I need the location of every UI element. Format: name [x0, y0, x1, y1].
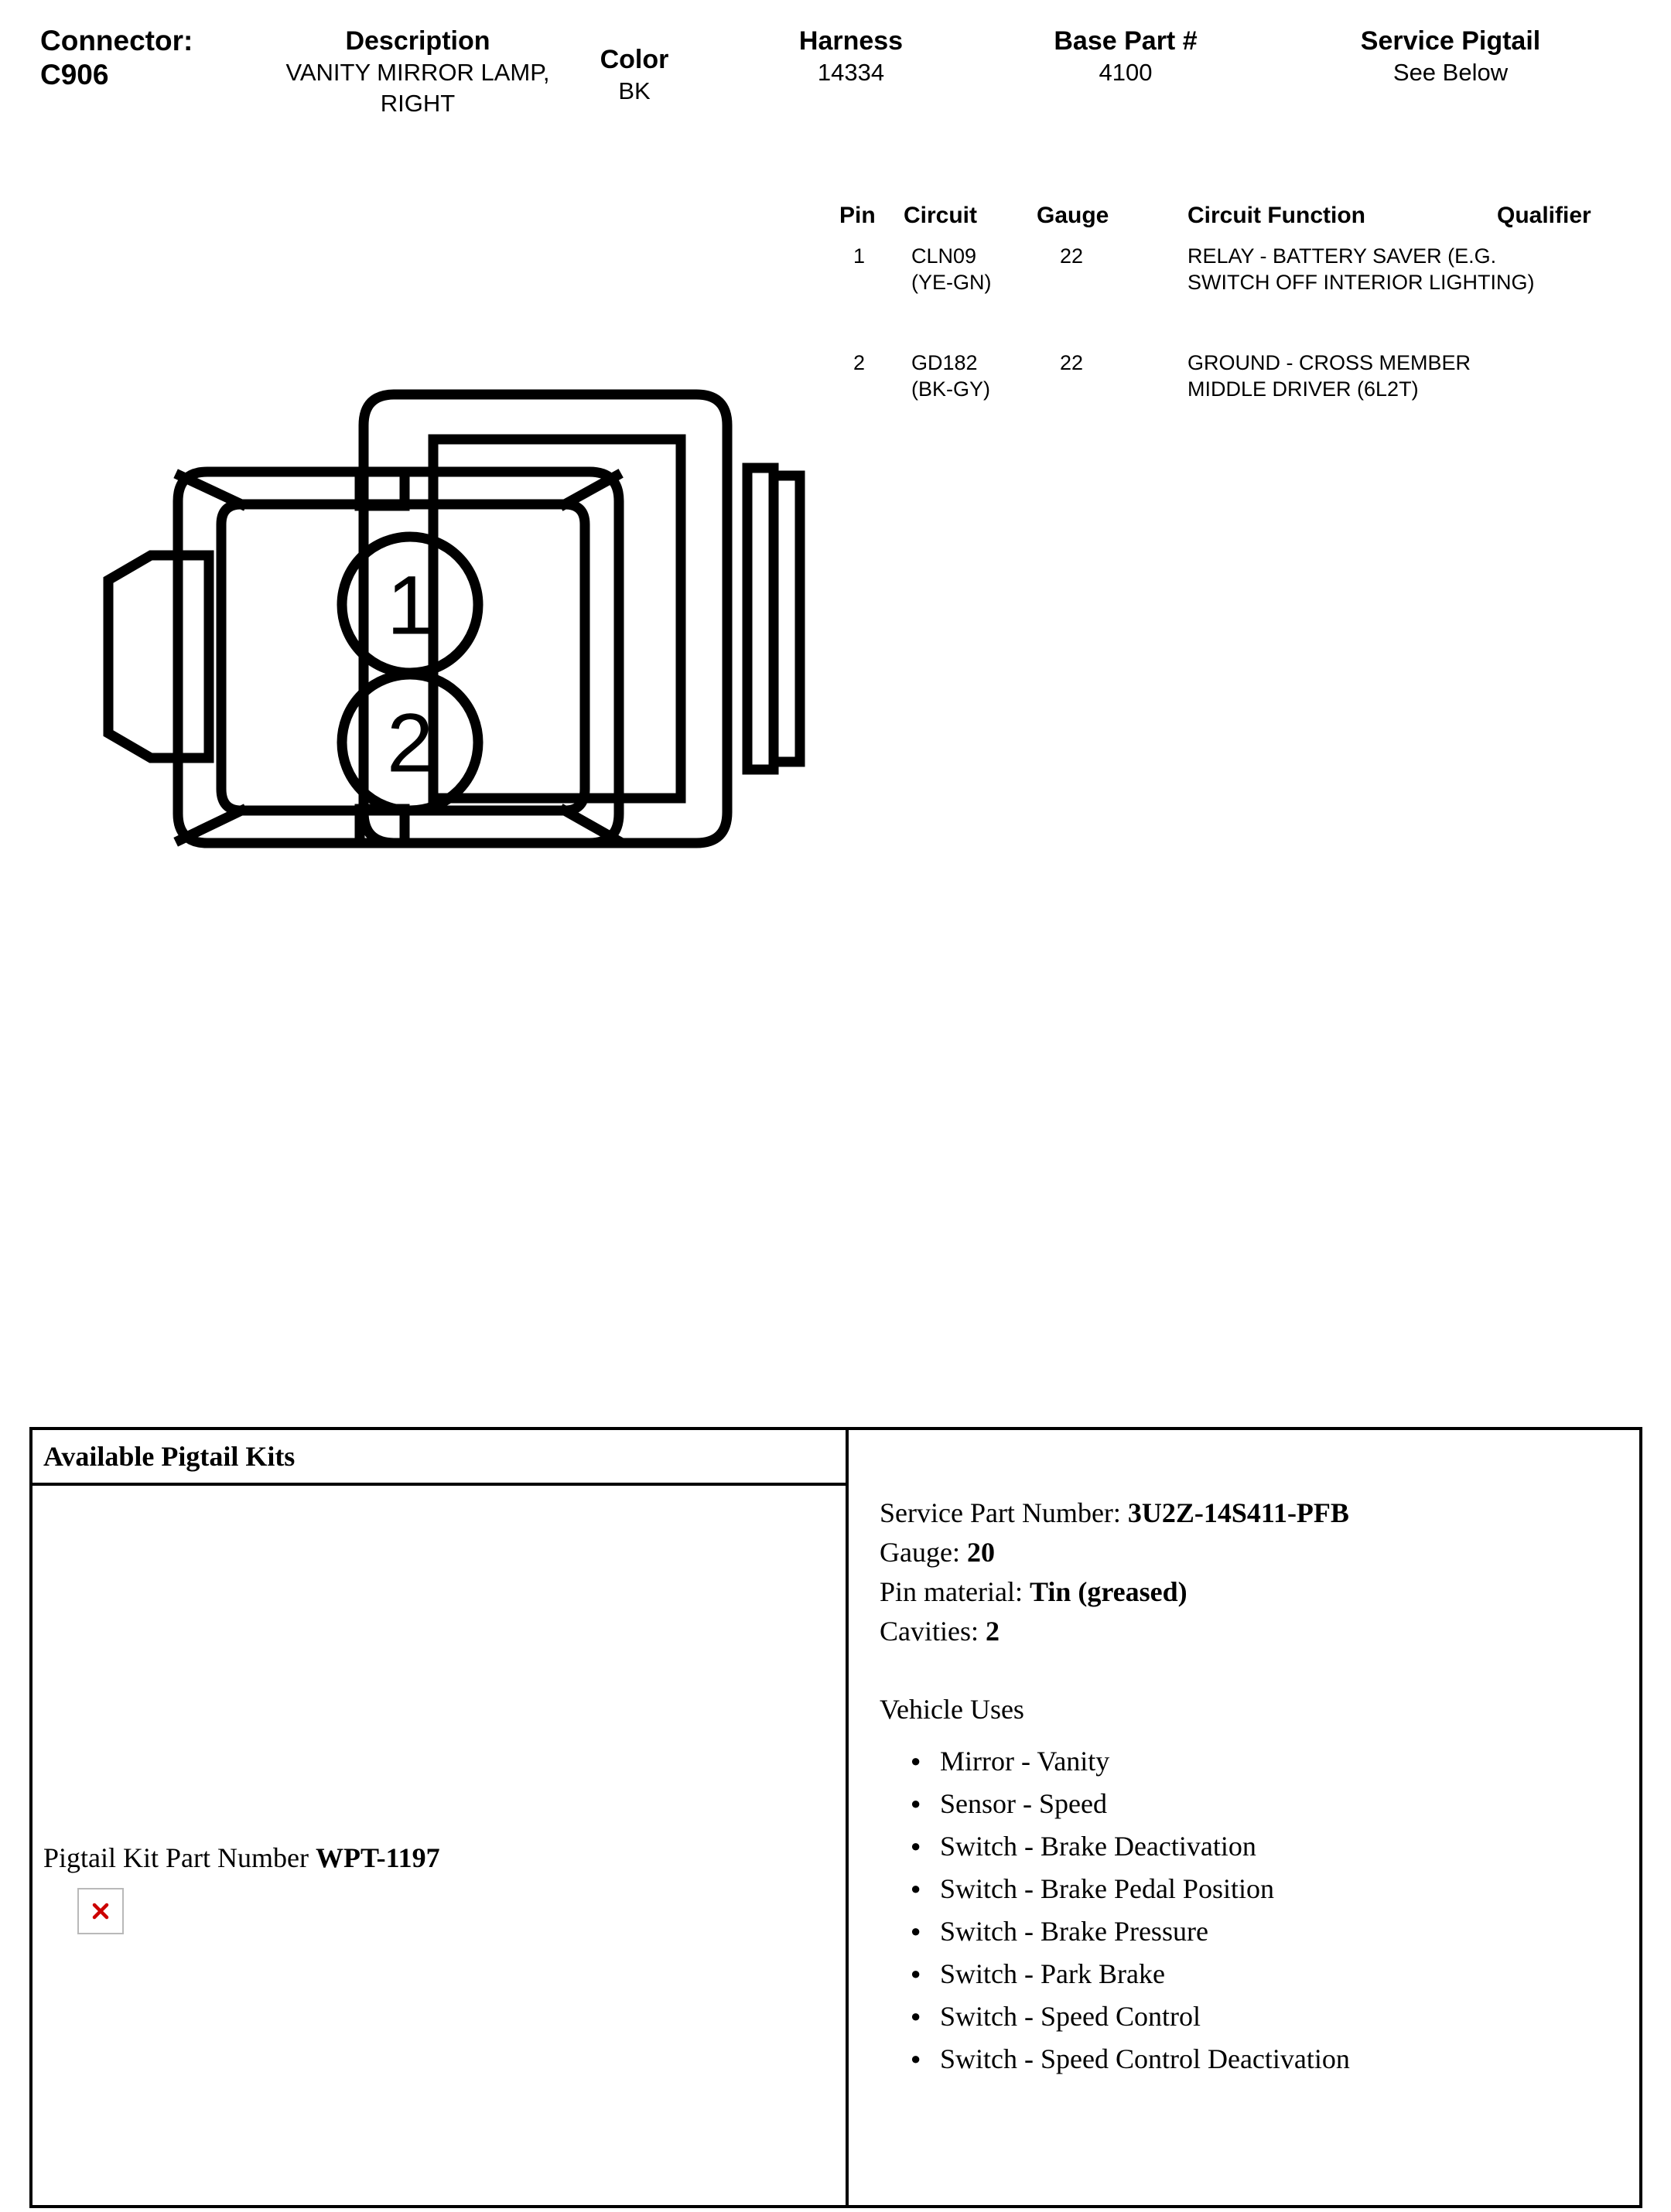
spec-gauge-label: Gauge: — [880, 1537, 960, 1568]
header-service-pigtail-label: Service Pigtail — [1360, 26, 1541, 56]
pin-column-header-circuit: Circuit — [904, 203, 978, 228]
list-item: ● Sensor - Speed — [940, 1783, 1639, 1825]
broken-image-icon — [77, 1888, 124, 1934]
pin-cell-function: GROUND - CROSS MEMBER MIDDLE DRIVER (6L2T) — [1187, 351, 1471, 401]
spec-cavities-label: Cavities: — [880, 1616, 979, 1647]
pin-cell-circuit — [911, 350, 1035, 402]
header-base-part-label: Base Part # — [1054, 26, 1198, 56]
pin-column-header-qualifier: Qualifier — [1497, 203, 1591, 228]
pin-cell-circuit — [911, 243, 1035, 295]
pigtail-kit-cell — [32, 1486, 849, 2205]
header-connector-label: Connector: — [40, 25, 193, 56]
spec-pin-material — [880, 1572, 1639, 1612]
spec-gauge-value: 20 — [966, 1537, 995, 1568]
pin-cell-gauge: 22 — [1060, 351, 1084, 374]
table-row — [839, 350, 1644, 419]
header-description-label: Description — [345, 26, 490, 56]
list-item: ● Switch - Brake Pedal Position — [940, 1868, 1639, 1910]
cavity-label-2: 2 — [386, 695, 434, 790]
header-connector-value: C906 — [40, 59, 109, 90]
pin-cell-pin: 1 — [853, 244, 866, 268]
header-base-part — [1029, 25, 1222, 88]
list-item: ● Switch - Park Brake — [940, 1953, 1639, 1995]
available-pigtail-kits-table — [29, 1427, 1642, 2208]
header-color-label: Color — [600, 45, 669, 74]
header-harness — [766, 25, 936, 88]
connector-drawing — [31, 247, 828, 1060]
spec-service-part-number-value: 3U2Z-14S411-PFB — [1127, 1497, 1349, 1528]
header-service-pigtail-value: See Below — [1392, 59, 1509, 86]
vehicle-uses-list — [880, 1740, 1639, 2081]
spec-service-part-number-label: Service Part Number: — [880, 1497, 1121, 1528]
cavity-label-1: 1 — [386, 558, 434, 652]
pigtail-kit-part-number: WPT-1197 — [315, 1842, 440, 1873]
spec-service-part-number — [880, 1493, 1639, 1533]
list-item: ● Mirror - Vanity — [940, 1740, 1639, 1783]
pin-column-header-function: Circuit Function — [1187, 203, 1365, 228]
spec-gauge — [880, 1533, 1639, 1572]
vehicle-uses-heading: Vehicle Uses — [880, 1694, 1024, 1725]
pigtail-kit-part-line — [43, 1842, 440, 1874]
pin-table — [839, 203, 1644, 419]
header-connector — [40, 25, 193, 93]
pigtail-kits-title-cell — [32, 1430, 849, 1486]
document-header — [0, 11, 1671, 142]
pin-cell-circuit-color: (BK-GY) — [911, 377, 991, 401]
list-item: ● Switch - Brake Deactivation — [940, 1825, 1639, 1868]
pin-cell-circuit-code: GD182 — [911, 351, 978, 374]
pin-cell-gauge: 22 — [1060, 244, 1084, 268]
spec-cavities-value: 2 — [986, 1616, 1000, 1647]
header-harness-label: Harness — [798, 26, 904, 56]
header-description — [278, 25, 557, 119]
spec-cavities — [880, 1612, 1639, 1651]
pin-cell-function: RELAY - BATTERY SAVER (E.G. SWITCH OFF INTERIOR LIGHTING) — [1187, 244, 1535, 294]
pin-cell-circuit-color: (YE-GN) — [911, 271, 992, 294]
header-service-pigtail — [1315, 25, 1586, 88]
header-color-value: BK — [618, 77, 651, 104]
header-description-value: VANITY MIRROR LAMP, RIGHT — [285, 59, 550, 117]
header-base-part-value: 4100 — [1099, 59, 1153, 86]
list-item: ● Switch - Brake Pressure — [940, 1910, 1639, 1953]
pigtail-kits-title: Available Pigtail Kits — [43, 1441, 296, 1472]
spec-pin-material-value: Tin (greased) — [1029, 1576, 1187, 1607]
header-color — [576, 43, 692, 107]
spec-pin-material-label: Pin material: — [880, 1576, 1023, 1607]
header-harness-value: 14334 — [817, 59, 885, 86]
pin-cell-circuit-code: CLN09 — [911, 244, 977, 268]
pigtail-details-cell — [855, 1486, 1639, 2205]
pin-cell-pin: 2 — [853, 351, 866, 374]
pin-column-header-pin: Pin — [839, 203, 876, 228]
pigtail-kit-label: Pigtail Kit Part Number — [43, 1842, 309, 1873]
table-row — [839, 243, 1644, 328]
pin-column-header-gauge: Gauge — [1037, 203, 1109, 228]
pin-table-header — [839, 203, 1644, 235]
list-item: ● Switch - Speed Control — [940, 1995, 1639, 2038]
list-item: ● Switch - Speed Control Deactivation — [940, 2038, 1639, 2081]
